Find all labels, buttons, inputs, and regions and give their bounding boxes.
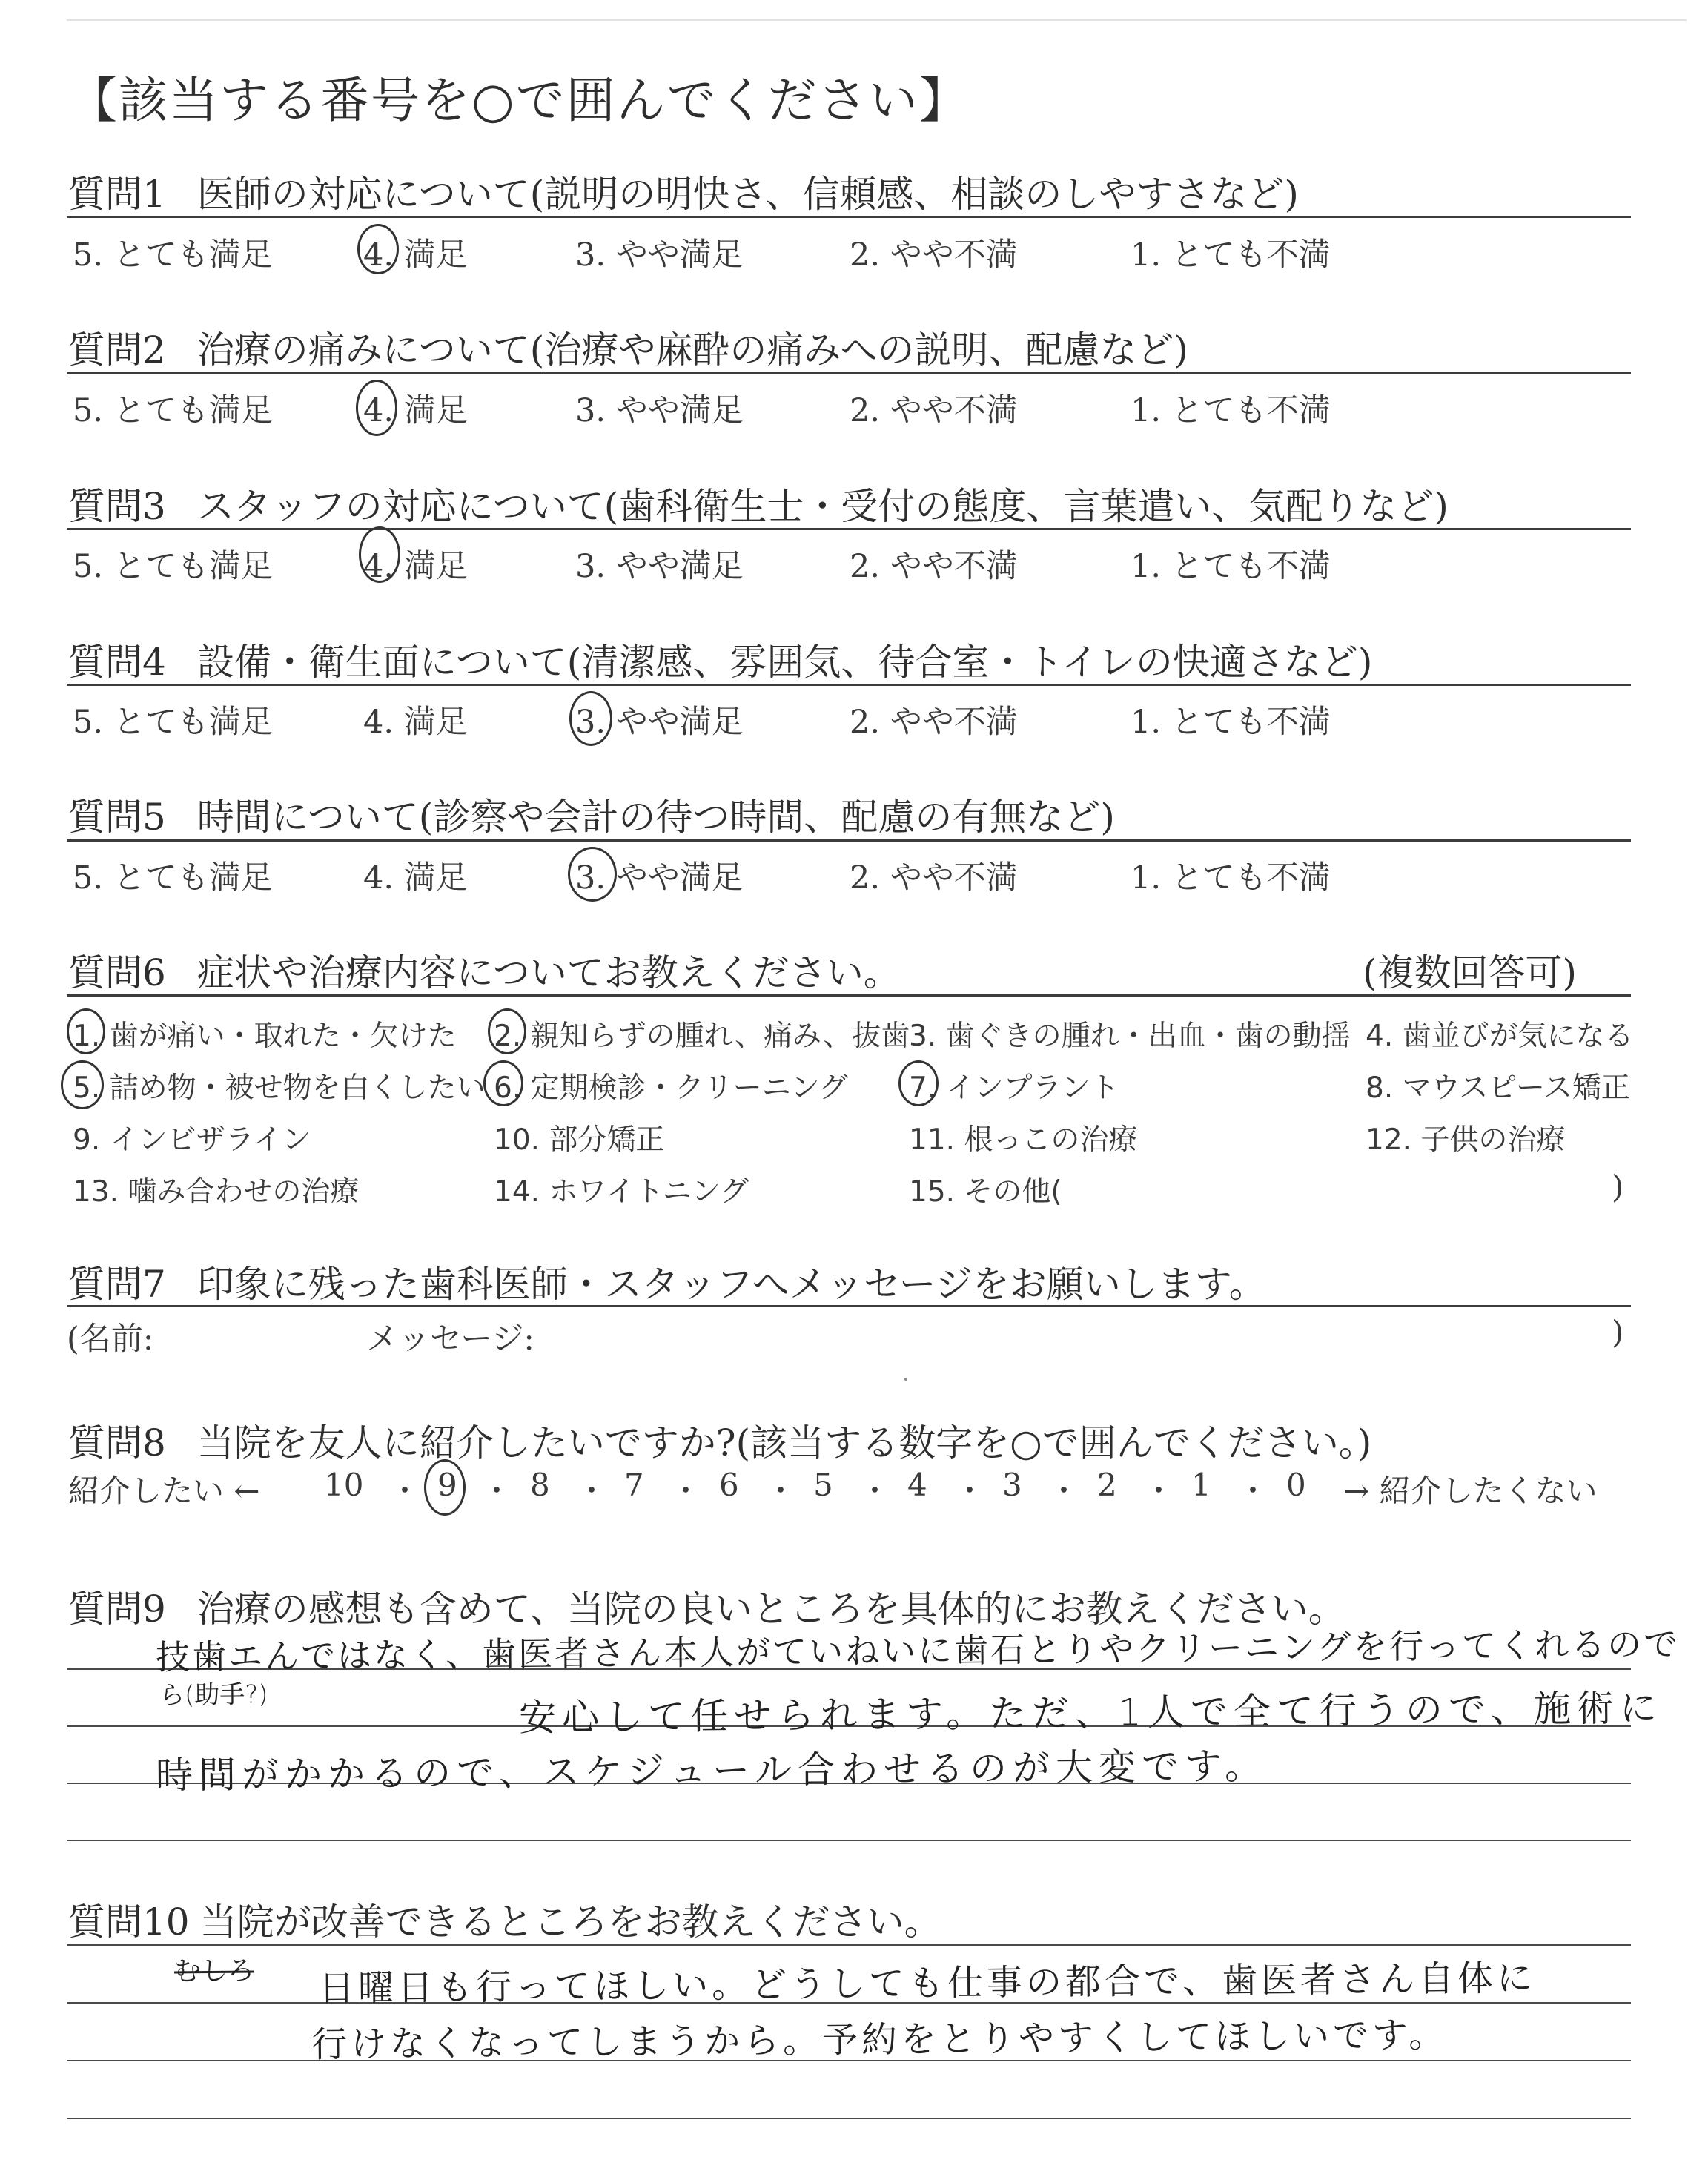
q5-option-3[interactable]: 3. やや満足: [575, 859, 744, 896]
answer-rule: [67, 684, 1631, 686]
scale-10[interactable]: 10: [324, 1467, 364, 1503]
top-border: [67, 19, 1687, 21]
answer-rule: [67, 839, 1631, 842]
q6-option-9[interactable]: 9. インビザライン: [73, 1123, 311, 1157]
q9-handwriting-note: ら(助手?): [159, 1680, 268, 1711]
q9-handwriting-line-1: 技歯エんではなく、歯医者さん本人がていねいに歯石とりやクリーニングを行ってくれるので: [155, 1624, 1681, 1677]
q6-option-3[interactable]: 3. 歯ぐきの腫れ・出血・歯の動揺: [909, 1020, 1351, 1053]
scan-speck: [904, 1378, 907, 1381]
q10-handwriting-line-1: 日曜日も行ってほしい。どうしても仕事の都合で、歯医者さん自体に: [318, 1957, 1537, 2010]
answer-rule: [67, 528, 1631, 530]
scale-dot: ・: [481, 1473, 513, 1509]
recommend-scale: [68, 1467, 1640, 1511]
question-4-title: [68, 633, 1372, 686]
q6-selection-circle-6: [483, 1060, 523, 1106]
answer-rule: [67, 216, 1631, 218]
q6-selection-circle-7: [898, 1060, 939, 1106]
scale-6[interactable]: 6: [719, 1467, 739, 1503]
q1-option-1[interactable]: 1. とても不満: [1131, 237, 1331, 274]
q6-option-5[interactable]: 5. 詰め物・被せ物を白くしたい: [73, 1071, 486, 1105]
scale-1[interactable]: 1: [1191, 1467, 1211, 1503]
scale-dot: ・: [389, 1473, 421, 1509]
q6-option-8[interactable]: 8. マウスピース矯正: [1366, 1071, 1630, 1105]
question-number: 質問6: [68, 951, 166, 994]
q6-option-2[interactable]: 2. 親知らずの腫れ、痛み、抜歯: [494, 1020, 910, 1053]
q3-option-1[interactable]: 1. とても不満: [1131, 548, 1331, 585]
q6-other-close-paren: ): [1612, 1169, 1624, 1205]
scale-4[interactable]: 4: [907, 1467, 927, 1503]
question-10-title: [68, 1892, 941, 1946]
question-text: 治療の感想も含めて、当院の良いところを具体的にお教えください。: [196, 1588, 1345, 1631]
question-text: 症状や治療内容についてお教えください。: [196, 951, 901, 994]
question-5-title: [68, 787, 1115, 841]
q3-selection-circle: [359, 526, 400, 583]
scale-dot: ・: [765, 1473, 797, 1509]
question-number: 質問4: [68, 641, 166, 684]
recommend-right-label: → 紹介したくない: [1343, 1473, 1598, 1509]
q9-handwriting-line-2: 安心して任せられます。ただ、1人で全て行うので、施術に: [518, 1686, 1664, 1740]
q4-option-2[interactable]: 2. やや不満: [850, 704, 1018, 741]
q3-option-5[interactable]: 5. とても満足: [73, 548, 273, 585]
scale-8[interactable]: 8: [530, 1467, 550, 1503]
question-number: 質問3: [68, 485, 166, 528]
q2-option-4[interactable]: 4. 満足: [363, 392, 468, 429]
q1-option-2[interactable]: 2. やや不満: [850, 237, 1018, 274]
scale-9[interactable]: 9: [437, 1467, 457, 1503]
q6-option-15[interactable]: 15. その他(: [909, 1175, 1062, 1209]
scale-dot: ・: [954, 1473, 986, 1509]
scale-3[interactable]: 3: [1002, 1467, 1022, 1503]
scale-dot: ・: [1143, 1473, 1175, 1509]
question-number: 質問1: [68, 173, 166, 216]
question-text: 設備・衛生面について(清潔感、雰囲気、待合室・トイレの快適さなど): [196, 641, 1373, 684]
q5-option-2[interactable]: 2. やや不満: [850, 859, 1018, 896]
q1-option-5[interactable]: 5. とても満足: [73, 237, 273, 274]
writing-line: [67, 1944, 1631, 1946]
question-8-title: [68, 1413, 1371, 1467]
page-title: 【該当する番号を○で囲んでください】: [68, 72, 970, 129]
q6-selection-circle-2: [488, 1008, 526, 1054]
question-7-title: [68, 1255, 1266, 1308]
q5-option-5[interactable]: 5. とても満足: [73, 859, 273, 896]
answer-rule: [67, 994, 1631, 997]
recommend-left-label: 紹介したい ←: [68, 1473, 260, 1509]
scale-5[interactable]: 5: [813, 1467, 833, 1503]
question-number: 質問8: [68, 1421, 166, 1464]
q3-option-4[interactable]: 4. 満足: [363, 548, 468, 585]
question-number: 質問2: [68, 328, 166, 371]
q1-selection-circle: [357, 224, 399, 274]
q2-option-3[interactable]: 3. やや満足: [575, 392, 744, 429]
q10-handwriting-line-2: 行けなくなってしまうから。予約をとりやすくしてほしいです。: [311, 2014, 1449, 2066]
question-text: 時間について(診察や会計の待つ時間、配慮の有無など): [196, 796, 1115, 839]
scale-dot: ・: [1237, 1473, 1269, 1509]
question-text: 治療の痛みについて(治療や麻酔の痛みへの説明、配慮など): [196, 328, 1188, 371]
scale-dot: ・: [576, 1473, 608, 1509]
scale-0[interactable]: 0: [1286, 1467, 1306, 1503]
q1-option-3[interactable]: 3. やや満足: [575, 237, 744, 274]
q2-option-5[interactable]: 5. とても満足: [73, 392, 273, 429]
answer-rule: [67, 372, 1631, 374]
question-1-title: [68, 165, 1299, 218]
q4-option-3[interactable]: 3. やや満足: [575, 704, 744, 741]
q4-option-4[interactable]: 4. 満足: [363, 704, 468, 741]
q3-option-2[interactable]: 2. やや不満: [850, 548, 1018, 585]
scale-dot: ・: [670, 1473, 702, 1509]
question-number: 質問9: [68, 1588, 166, 1631]
name-label: (名前:: [67, 1321, 154, 1358]
question-text: 医師の対応について(説明の明快さ、信頼感、相談のしやすさなど): [196, 173, 1299, 216]
q6-option-4[interactable]: 4. 歯並びが気になる: [1366, 1020, 1634, 1053]
q6-option-12[interactable]: 12. 子供の治療: [1366, 1123, 1566, 1157]
message-label: メッセージ:: [366, 1321, 534, 1358]
q2-option-1[interactable]: 1. とても不満: [1131, 392, 1331, 429]
q6-option-6[interactable]: 6. 定期検診・クリーニング: [494, 1071, 848, 1105]
scale-7[interactable]: 7: [624, 1467, 644, 1503]
multiple-answers-note: (複数回答可): [1363, 951, 1578, 994]
q6-option-14[interactable]: 14. ホワイトニング: [494, 1175, 749, 1209]
q4-option-1[interactable]: 1. とても不満: [1131, 704, 1331, 741]
scale-dot: ・: [1048, 1473, 1080, 1509]
question-3-title: [68, 477, 1449, 530]
q6-option-10[interactable]: 10. 部分矯正: [494, 1123, 665, 1157]
q1-option-4[interactable]: 4. 満足: [363, 237, 468, 274]
q9-handwriting-line-3: 時間がかかるので、スケジュール合わせるのが大変です。: [155, 1744, 1268, 1797]
q6-option-1[interactable]: 1. 歯が痛い・取れた・欠けた: [73, 1020, 457, 1053]
scale-2[interactable]: 2: [1097, 1467, 1117, 1503]
q5-selection-circle: [568, 847, 617, 902]
scale-dot: ・: [859, 1473, 891, 1509]
q5-option-1[interactable]: 1. とても不満: [1131, 859, 1331, 896]
question-number: 質問10: [68, 1900, 190, 1943]
answer-rule: [67, 1305, 1631, 1307]
question-text: スタッフの対応について(歯科衛生士・受付の態度、言葉遣い、気配りなど): [196, 485, 1449, 528]
q6-selection-circle-5: [61, 1060, 104, 1109]
message-close-paren: ): [1612, 1314, 1624, 1350]
q2-option-2[interactable]: 2. やや不満: [850, 392, 1018, 429]
question-text: 当院が改善できるところをお教えください。: [199, 1900, 941, 1943]
q6-option-11[interactable]: 11. 根っこの治療: [909, 1123, 1138, 1157]
q6-option-7[interactable]: 7. インプラント: [909, 1071, 1119, 1105]
q2-selection-circle: [356, 380, 397, 436]
writing-line: [67, 2118, 1631, 2119]
writing-line: [67, 1840, 1631, 1841]
q5-option-4[interactable]: 4. 満足: [363, 859, 468, 896]
q4-option-5[interactable]: 5. とても満足: [73, 704, 273, 741]
question-number: 質問5: [68, 796, 166, 839]
q4-selection-circle: [569, 691, 612, 746]
question-text: 印象に残った歯科医師・スタッフへメッセージをお願いします。: [196, 1263, 1266, 1306]
q8-selection-circle: [424, 1459, 466, 1516]
question-6-title: [68, 943, 901, 997]
q6-option-13[interactable]: 13. 噛み合わせの治療: [73, 1175, 360, 1209]
q3-option-3[interactable]: 3. やや満足: [575, 548, 744, 585]
question-number: 質問7: [68, 1263, 166, 1306]
question-2-title: [68, 320, 1188, 374]
question-text: 当院を友人に紹介したいですか?(該当する数字を○で囲んでください。): [196, 1421, 1372, 1464]
q6-selection-circle-1: [67, 1008, 105, 1054]
q10-handwriting-struck: むしろ: [173, 1955, 255, 1987]
